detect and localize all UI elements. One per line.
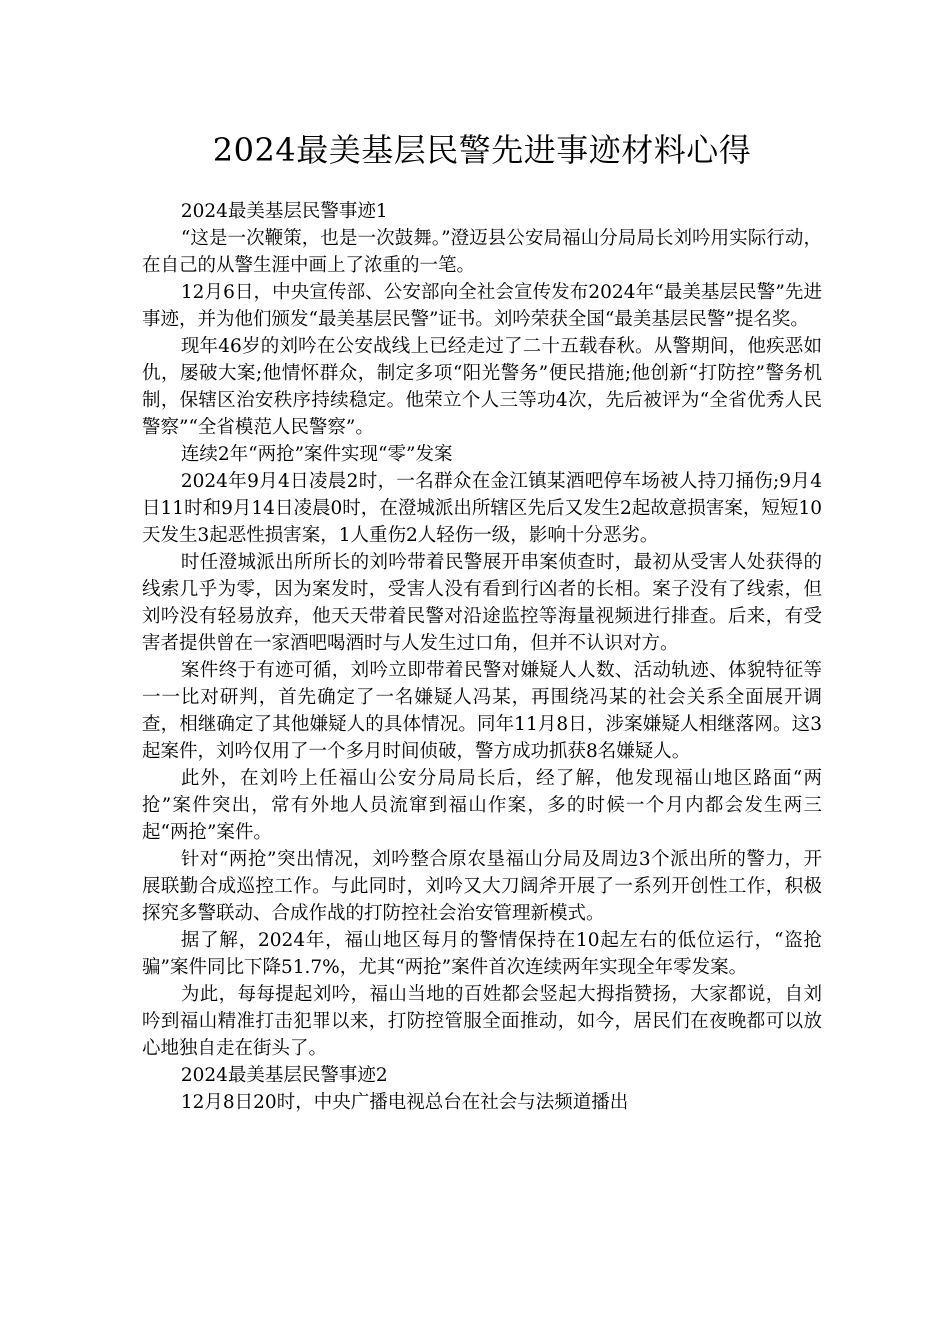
paragraph: 据了解，2024年，福山地区每月的警情保持在10起左右的低位运行，“盗抢骗”案件同比下降51.7%，尤其“两抢”案件首次连续两年实现全年零发案。 — [142, 930, 822, 978]
paragraph: 针对“两抢”突出情况，刘吟整合原农垦福山分局及周边3个派出所的警力，开展联勤合成巡控工作。与此同时，刘吟又大刀阔斧开展了一系列开创性工作，积极探究多警联动、合成作战的打防控社会治安管理新模式。 — [142, 849, 822, 924]
section-heading-1: 2024最美基层民警事迹1 — [180, 201, 388, 222]
paragraph: 现年46岁的刘吟在公安战线上已经走过了二十五载春秋。从警期间，他疾恶如仇，屡破大案;他情怀群众，制定多项“阳光警务”便民措施;他创新“打防控”警务机制，保辖区治安秩序持续稳定。他荣立个人三等功4次，先后被评为“全省优秀人民警察”“全省模范人民警察”。 — [142, 336, 822, 438]
paragraph: 为此，每每提起刘吟，福山当地的百姓都会竖起大拇指赞扬，大家都说，自刘吟到福山精准打击犯罪以来，打防控管服全面推动，如今，居民们在夜晚都可以放心地独自走在街头了。 — [142, 984, 822, 1059]
section-heading-3: 2024最美基层民警事迹2 — [180, 1065, 388, 1086]
paragraph: 时任澄城派出所所长的刘吟带着民警展开串案侦查时，最初从受害人处获得的线索几乎为零，因为案发时，受害人没有看到行凶者的长相。案子没有了线索，但刘吟没有轻易放弃，他天天带着民警对沿途监控等海量视频进行排查。后来，有受害者提供曾在一家酒吧喝酒时与人发生过口角，但并不认识对方。 — [142, 552, 822, 654]
section-heading-2: 连续2年“两抢”案件实现“零”发案 — [180, 444, 453, 465]
paragraph: “这是一次鞭策，也是一次鼓舞。”澄迈县公安局福山分局局长刘吟用实际行动，在自己的从警生涯中画上了浓重的一笔。 — [142, 228, 822, 276]
document-page — [142, 128, 822, 1116]
paragraph: 12月6日，中央宣传部、公安部向全社会宣传发布2024年“最美基层民警”先进事迹，并为他们颁发“最美基层民警”证书。刘吟荣获全国“最美基层民警”提名奖。 — [142, 282, 822, 330]
paragraph: 此外，在刘吟上任福山公安分局局长后，经了解，他发现福山地区路面“两抢”案件突出，常有外地人员流窜到福山作案，多的时候一个月内都会发生两三起“两抢”案件。 — [142, 768, 822, 843]
paragraph: 2024年9月4日凌晨2时，一名群众在金江镇某酒吧停车场被人持刀捅伤;9月4日11时和9月14日凌晨0时，在澄城派出所辖区先后又发生2起故意损害案，短短10天发生3起恶性损害案，1人重伤2人轻伤一级，影响十分恶劣。 — [142, 471, 822, 546]
document-title: 2024最美基层民警先进事迹材料心得 — [212, 131, 752, 169]
paragraph: 案件终于有迹可循，刘吟立即带着民警对嫌疑人人数、活动轨迹、体貌特征等一一比对研判，首先确定了一名嫌疑人冯某，再围绕冯某的社会关系全面展开调查，相继确定了其他嫌疑人的具体情况。同年11月8日，涉案嫌疑人相继落网。这3起案件，刘吟仅用了一个多月时间侦破，警方成功抓获8名嫌疑人。 — [142, 660, 822, 762]
paragraph: 12月8日20时，中央广播电视总台在社会与法频道播出 — [180, 1092, 629, 1113]
